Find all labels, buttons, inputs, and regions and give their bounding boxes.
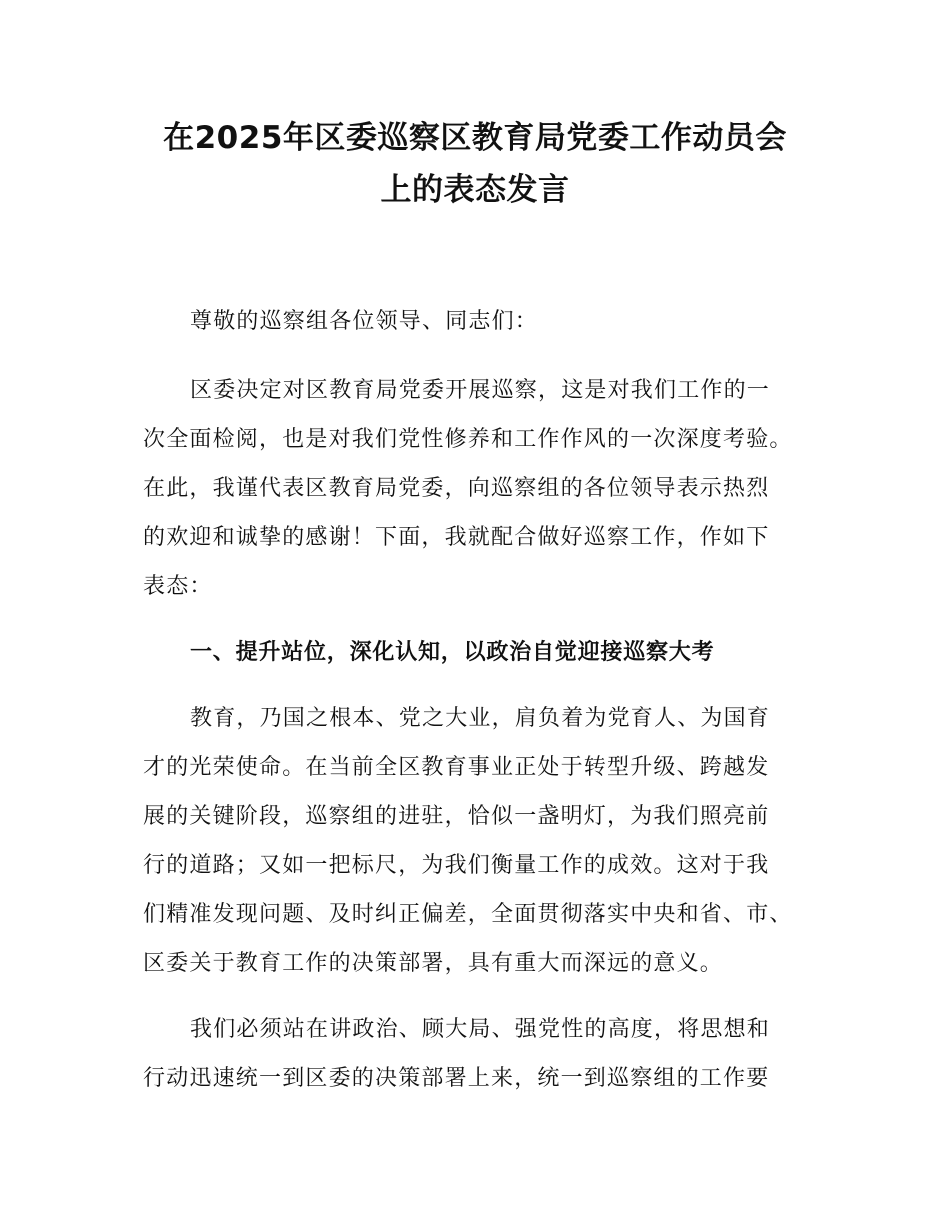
paragraph-1-line-3: 在此，我谨代表区教育局党委，向巡察组的各位领导表示热烈 (143, 476, 770, 501)
paragraph-1-line-5: 表态： (143, 574, 213, 599)
paragraph-2-line-5: 们精准发现问题、及时纠正偏差，全面贯彻落实中央和省、市、 (143, 902, 793, 927)
paragraph-2-line-4: 行的道路；又如一把标尺，为我们衡量工作的成效。这对于我 (143, 853, 770, 878)
paragraph-1-line-1: 区委决定对区教育局党委开展巡察，这是对我们工作的一 (190, 378, 771, 403)
paragraph-1-line-2: 次全面检阅，也是对我们党性修养和工作作风的一次深度考验。 (143, 427, 793, 452)
salutation: 尊敬的巡察组各位领导、同志们： (190, 309, 539, 334)
paragraph-3-line-2: 行动迅速统一到区委的决策部署上来，统一到巡察组的工作要 (143, 1066, 770, 1091)
paragraph-2-line-2: 才的光荣使命。在当前全区教育事业正处于转型升级、跨越发 (143, 755, 770, 780)
paragraph-3-line-1: 我们必须站在讲政治、顾大局、强党性的高度，将思想和 (190, 1017, 771, 1042)
paragraph-2-line-1: 教育，乃国之根本、党之大业，肩负着为党育人、为国育 (190, 706, 771, 731)
paragraph-2-line-6: 区委关于教育工作的决策部署，具有重大而深远的意义。 (143, 951, 724, 976)
paragraph-1-line-4: 的欢迎和诚挚的感谢！下面，我就配合做好巡察工作，作如下 (143, 525, 770, 550)
document-title (100, 112, 850, 216)
title-line-2: 上的表态发言 (380, 172, 570, 208)
paragraph-2-line-3: 展的关键阶段，巡察组的进驻，恰似一盏明灯，为我们照亮前 (143, 804, 770, 829)
section-1-heading: 一、提升站位，深化认知，以政治自觉迎接巡察大考 (190, 640, 715, 665)
title-line-1: 在2025年区委巡察区教育局党委工作动员会 (163, 120, 787, 156)
